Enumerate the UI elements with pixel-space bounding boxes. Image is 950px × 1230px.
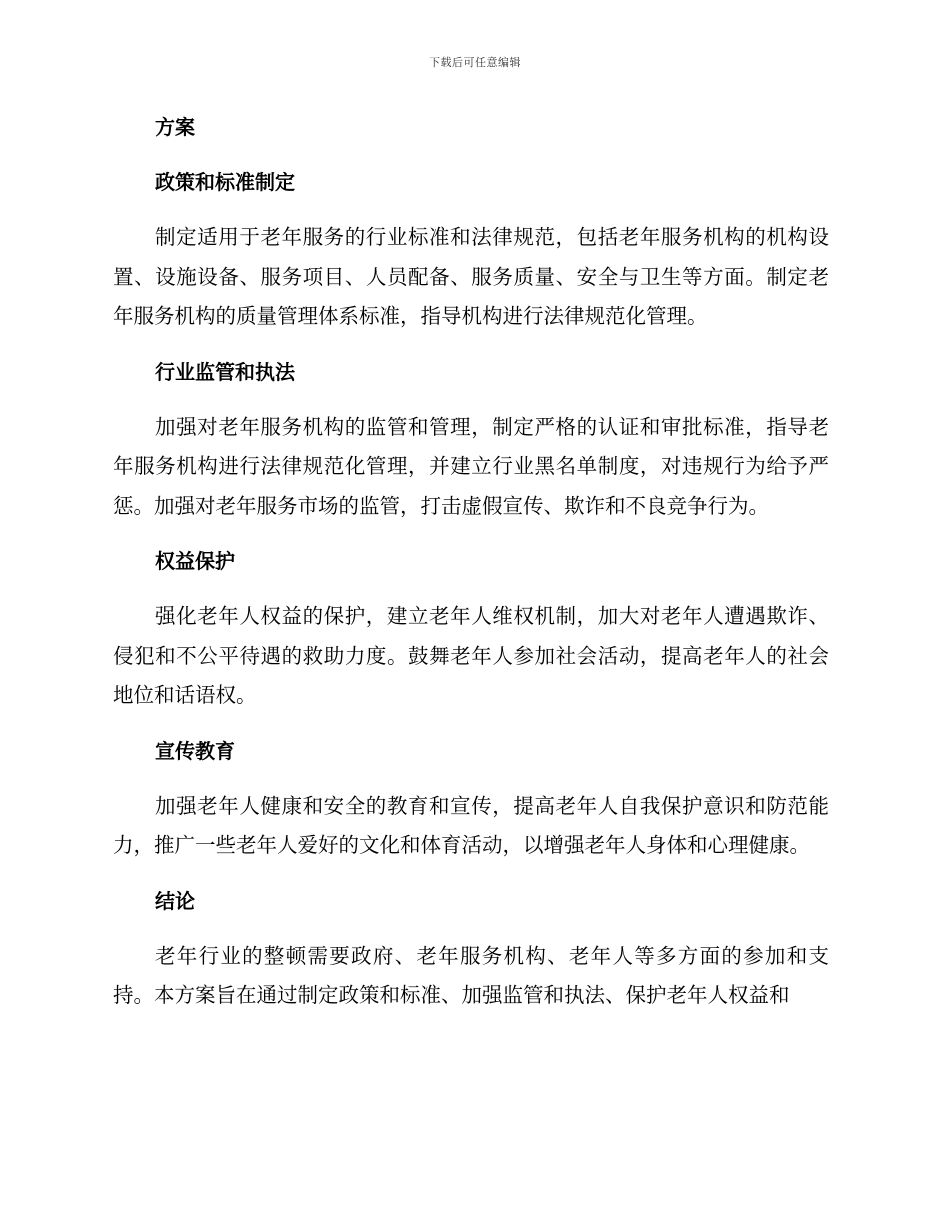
section-heading: 行业监管和执法 <box>155 359 295 384</box>
section-rights-protection <box>113 542 829 716</box>
section-heading: 宣传教育 <box>155 738 235 763</box>
paragraph: 加强对老年服务机构的监管和管理，制定严格的认证和审批标准，指导老年服务机构进行法律规范化管理，并建立行业黑名单制度，对违规行为给予严惩。加强对老年服务市场的监管，打击虚假宣传、欺诈和不良竞争行为。 <box>113 414 829 518</box>
paragraph: 加强老年人健康和安全的教育和宣传，提高老年人自我保护意识和防范能力，推广一些老年人爱好的文化和体育活动，以增强老年人身体和心理健康。 <box>113 793 829 857</box>
section-plan <box>113 108 829 146</box>
section-heading: 方案 <box>155 115 195 139</box>
section-heading: 结论 <box>155 888 195 913</box>
document-body <box>113 108 829 1032</box>
section-supervision-enforcement <box>113 353 829 527</box>
section-conclusion <box>113 882 829 1016</box>
section-publicity-education <box>113 732 829 866</box>
page-header: 下载后可任意编辑 <box>429 56 521 69</box>
section-heading: 政策和标准制定 <box>155 170 295 194</box>
section-heading: 权益保护 <box>155 549 235 573</box>
paragraph: 强化老年人权益的保护，建立老年人维权机制，加大对老年人遭遇欺诈、侵犯和不公平待遇的救助力度。鼓舞老年人参加社会活动，提高老年人的社会地位和话语权。 <box>113 604 829 707</box>
paragraph: 老年行业的整顿需要政府、老年服务机构、老年人等多方面的参加和支持。本方案旨在通过制定政策和标准、加强监管和执法、保护老年人权益和 <box>113 943 829 1007</box>
section-policy-standards <box>113 163 829 337</box>
paragraph: 制定适用于老年服务的行业标准和法律规范，包括老年服务机构的机构设置、设施设备、服务项目、人员配备、服务质量、安全与卫生等方面。制定老年服务机构的质量管理体系标准，指导机构进行法律规范化管理。 <box>113 225 829 328</box>
